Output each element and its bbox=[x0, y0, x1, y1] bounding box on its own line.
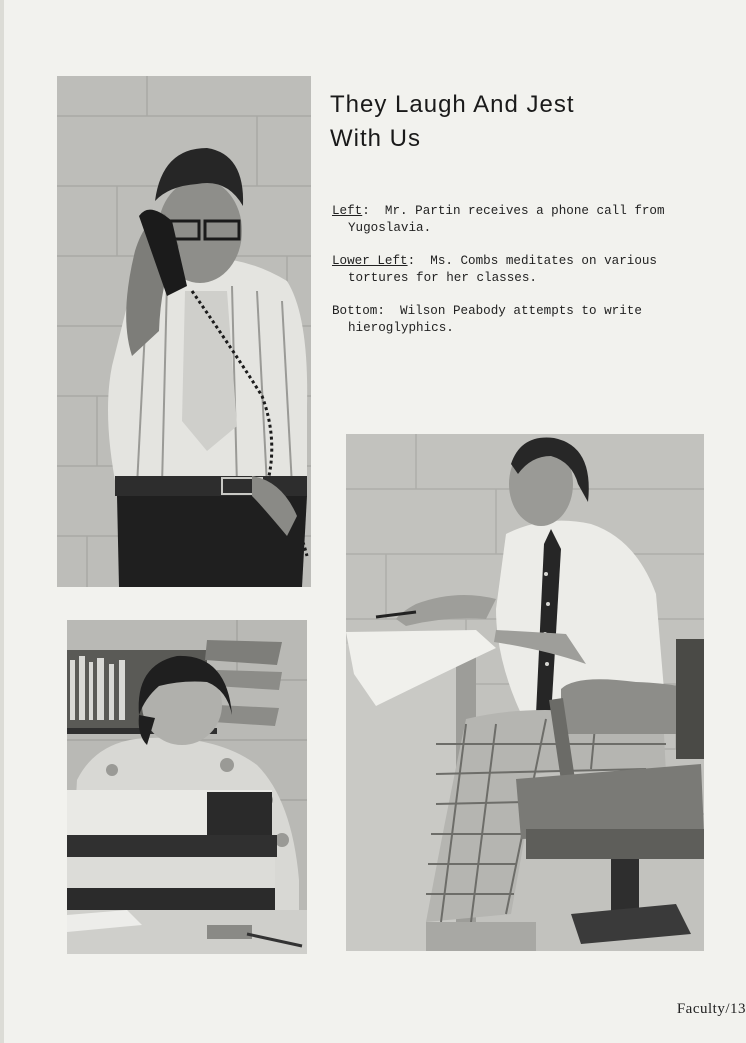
caption-text: Ms. Combs meditates on various tortures for her classes. bbox=[348, 254, 657, 285]
page-binding-edge bbox=[0, 0, 4, 1043]
caption-separator: : bbox=[362, 204, 385, 218]
caption-text: Wilson Peabody attempts to write hieroglyphics. bbox=[348, 304, 642, 335]
caption-label: Bottom bbox=[332, 304, 378, 318]
photo-man-writing bbox=[346, 434, 704, 951]
photo-captions bbox=[332, 203, 712, 353]
caption-label: Lower Left bbox=[332, 254, 408, 268]
caption-bottom bbox=[332, 303, 712, 337]
caption-left bbox=[332, 203, 712, 237]
page-folio: Faculty/13 bbox=[676, 1001, 746, 1017]
caption-text: Mr. Partin receives a phone call from Yugoslavia. bbox=[348, 204, 665, 235]
headline-line-2: With Us bbox=[330, 125, 421, 152]
photo-woman-at-desk bbox=[67, 620, 307, 954]
caption-separator: : bbox=[377, 304, 401, 318]
photo-man-on-phone bbox=[57, 76, 311, 587]
caption-label: Left bbox=[332, 204, 363, 218]
caption-separator: : bbox=[407, 254, 431, 268]
page-headline bbox=[330, 88, 690, 156]
caption-lower-left bbox=[332, 253, 712, 287]
headline-line-1: They Laugh And Jest bbox=[330, 91, 575, 118]
